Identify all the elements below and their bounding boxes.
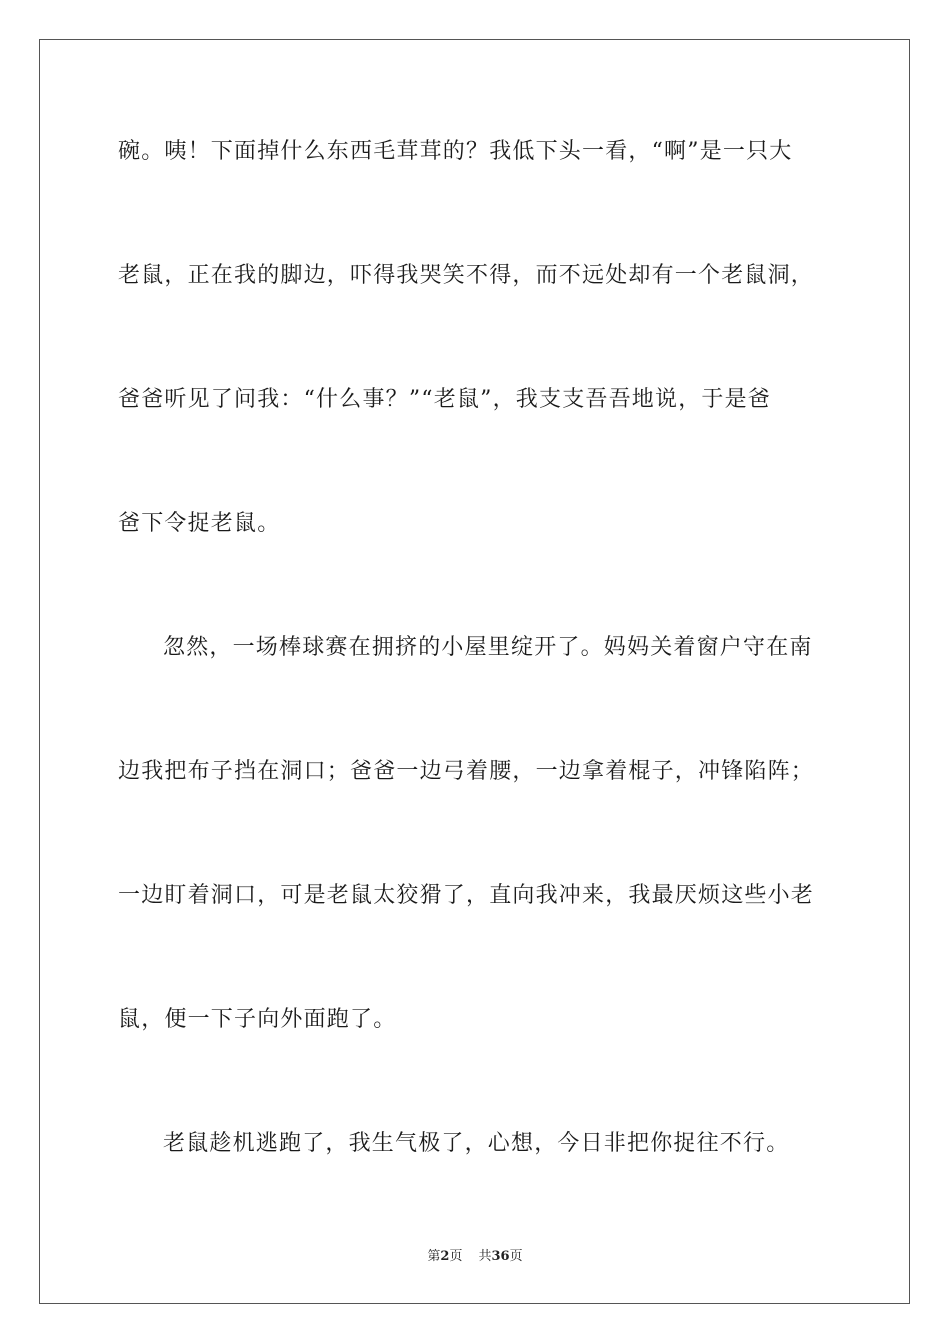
page-prefix: 第 [427,1249,441,1264]
text-line-4: 爸下令捉老鼠。 [118,511,281,536]
page-number: 2 [440,1249,450,1264]
total-prefix: 共 [478,1249,492,1264]
text-line-7: 一边盯着洞口，可是老鼠太狡猾了，直向我冲来，我最厌烦这些小老 [118,883,815,908]
total-pages: 36 [491,1249,510,1264]
text-line-2: 老鼠，正在我的脚边，吓得我哭笑不得，而不远处却有一个老鼠洞， [118,263,815,288]
page-suffix: 页 [449,1249,463,1264]
text-line-9-paragraph-start: 老鼠趁机逃跑了，我生气极了，心想，今日非把你捉往不行。 [163,1131,790,1156]
page-footer [0,1248,950,1266]
text-line-1: 碗。咦！下面掉什么东西毛茸茸的？我低下头一看，“啊”是一只大 [118,139,793,164]
text-line-8: 鼠，便一下子向外面跑了。 [118,1007,397,1032]
text-line-5-paragraph-start: 忽然，一场棒球赛在拥挤的小屋里绽开了。妈妈关着窗户守在南 [163,635,813,660]
text-line-3: 爸爸听见了问我：“什么事？”“老鼠”，我支支吾吾地说，于是爸 [118,387,771,412]
text-line-6: 边我把布子挡在洞口；爸爸一边弓着腰，一边拿着棍子，冲锋陷阵； [118,759,815,784]
page-border [39,39,910,1304]
total-suffix: 页 [509,1249,523,1264]
